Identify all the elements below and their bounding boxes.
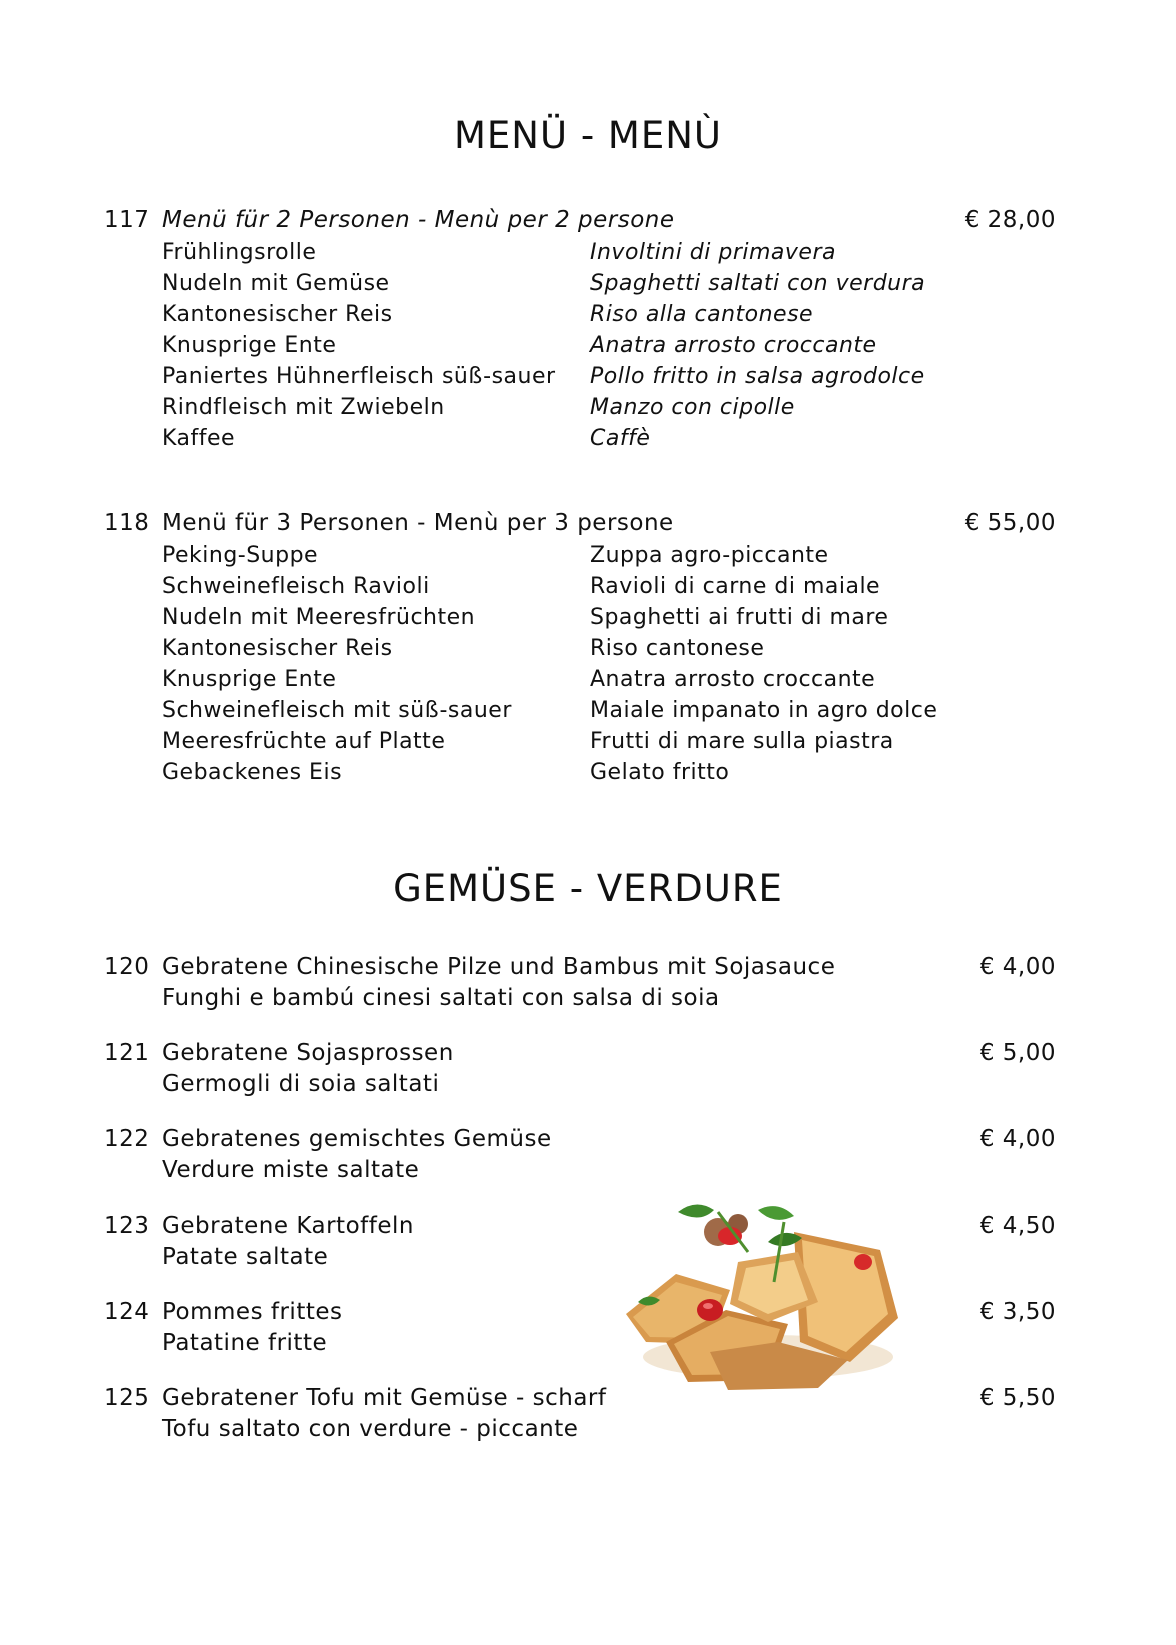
course-de: Knusprige Ente (162, 667, 337, 692)
course-row (162, 667, 962, 698)
vegetables-section-title: GEMÜSE - VERDURE (393, 867, 783, 910)
course-it: Riso alla cantonese (590, 302, 814, 327)
course-it: Maiale impanato in agro dolce (590, 698, 938, 723)
course-row (162, 333, 962, 364)
item-price: € 4,00 (979, 1126, 1056, 1152)
course-it: Manzo con cipolle (590, 395, 795, 420)
item-name-de: Gebratene Chinesische Pilze und Bambus mit Sojasauce (162, 954, 836, 980)
course-row (162, 574, 962, 605)
item-name-it: Tofu saltato con verdure - piccante (162, 1416, 579, 1442)
item-name-de: Gebratene Kartoffeln (162, 1213, 414, 1239)
course-de: Paniertes Hühnerfleisch süß-sauer (162, 364, 556, 389)
course-de: Schweinefleisch Ravioli (162, 574, 430, 599)
course-row (162, 426, 962, 457)
course-list (162, 240, 962, 457)
course-it: Zuppa agro-piccante (590, 543, 829, 568)
item-number: 124 (104, 1299, 150, 1325)
item-price: € 28,00 (964, 207, 1056, 233)
course-row (162, 395, 962, 426)
course-row (162, 271, 962, 302)
item-number: 121 (104, 1040, 150, 1066)
course-de: Frühlingsrolle (162, 240, 317, 265)
course-row (162, 636, 962, 667)
course-row (162, 240, 962, 271)
course-de: Rindfleisch mit Zwiebeln (162, 395, 445, 420)
course-de: Kaffee (162, 426, 236, 451)
item-price: € 4,50 (979, 1213, 1056, 1239)
item-price: € 55,00 (964, 510, 1056, 536)
course-de: Kantonesischer Reis (162, 636, 393, 661)
course-de: Meeresfrüchte auf Platte (162, 729, 446, 754)
course-it: Anatra arrosto croccante (590, 333, 877, 358)
course-it: Pollo fritto in salsa agrodolce (590, 364, 925, 389)
item-price: € 5,50 (979, 1385, 1056, 1411)
course-de: Gebackenes Eis (162, 760, 343, 785)
course-row (162, 605, 962, 636)
item-number: 117 (104, 207, 150, 233)
item-number: 120 (104, 954, 150, 980)
item-name-it: Germogli di soia saltati (162, 1071, 440, 1097)
item-name-de: Pommes frittes (162, 1299, 343, 1325)
course-it: Spaghetti saltati con verdura (590, 271, 926, 296)
course-it: Anatra arrosto croccante (590, 667, 876, 692)
item-name-de: Gebratene Sojasprossen (162, 1040, 454, 1066)
course-it: Ravioli di carne di maiale (590, 574, 881, 599)
course-row (162, 698, 962, 729)
item-name: Menü für 3 Personen - Menù per 3 persone (162, 510, 674, 536)
item-price: € 5,00 (979, 1040, 1056, 1066)
item-number: 122 (104, 1126, 150, 1152)
item-name-it: Funghi e bambú cinesi saltati con salsa di soia (162, 985, 720, 1011)
item-price: € 3,50 (979, 1299, 1056, 1325)
item-name-de: Gebratenes gemischtes Gemüse (162, 1126, 552, 1152)
course-row (162, 729, 962, 760)
course-it: Riso cantonese (590, 636, 765, 661)
item-number: 118 (104, 510, 150, 536)
course-row (162, 760, 962, 791)
item-price: € 4,00 (979, 954, 1056, 980)
course-it: Spaghetti ai frutti di mare (590, 605, 889, 630)
item-name: Menü für 2 Personen - Menù per 2 persone (162, 207, 675, 233)
course-it: Frutti di mare sulla piastra (590, 729, 894, 754)
course-it: Caffè (590, 426, 651, 451)
item-number: 125 (104, 1385, 150, 1411)
fried-tofu-dish-photo (618, 1192, 908, 1392)
item-name-it: Patatine fritte (162, 1330, 328, 1356)
item-name-it: Patate saltate (162, 1244, 329, 1270)
course-row (162, 302, 962, 333)
course-de: Knusprige Ente (162, 333, 337, 358)
course-row (162, 364, 962, 395)
course-de: Schweinefleisch mit süß-sauer (162, 698, 512, 723)
menu-section-title: MENÜ - MENÙ (454, 114, 722, 157)
course-de: Peking-Suppe (162, 543, 319, 568)
item-name-it: Verdure miste saltate (162, 1157, 420, 1183)
course-it: Involtini di primavera (590, 240, 836, 265)
course-de: Kantonesischer Reis (162, 302, 393, 327)
course-it: Gelato fritto (590, 760, 730, 785)
course-list (162, 543, 962, 791)
course-de: Nudeln mit Gemüse (162, 271, 390, 296)
item-number: 123 (104, 1213, 150, 1239)
course-de: Nudeln mit Meeresfrüchten (162, 605, 476, 630)
item-name-de: Gebratener Tofu mit Gemüse - scharf (162, 1385, 607, 1411)
course-row (162, 543, 962, 574)
